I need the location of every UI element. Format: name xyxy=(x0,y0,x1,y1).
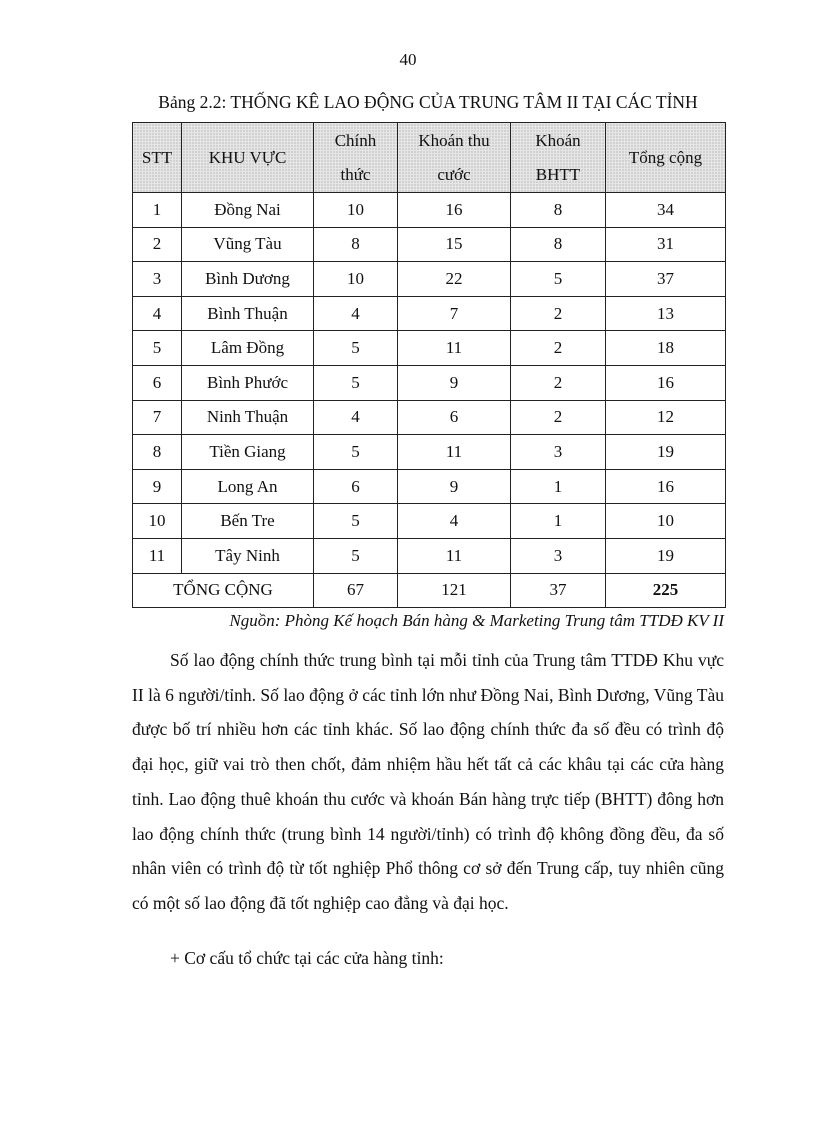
cell-total: 18 xyxy=(606,331,726,366)
table-caption: Bảng 2.2: THỐNG KÊ LAO ĐỘNG CỦA TRUNG TÂM II TẠI CÁC TỈNH xyxy=(158,92,698,112)
cell-contract-sales: 3 xyxy=(511,538,606,573)
cell-contract-sales: 8 xyxy=(511,193,606,228)
cell-total: 31 xyxy=(606,227,726,262)
labor-statistics-table xyxy=(132,122,726,608)
header-contract-sales-line2: BHTT xyxy=(535,164,581,184)
cell-total: 16 xyxy=(606,469,726,504)
cell-contract-sales: 3 xyxy=(511,435,606,470)
table-header-row xyxy=(133,123,726,193)
cell-total: 16 xyxy=(606,365,726,400)
cell-region: Bình Thuận xyxy=(182,296,314,331)
cell-stt: 10 xyxy=(133,504,182,539)
cell-region: Tây Ninh xyxy=(182,538,314,573)
cell-total: 13 xyxy=(606,296,726,331)
table-source-note: Nguồn: Phòng Kế hoạch Bán hàng & Marketing Trung tâm TTDĐ KV II xyxy=(229,611,724,630)
cell-contract-sales: 1 xyxy=(511,504,606,539)
cell-contract-fee: 11 xyxy=(398,538,511,573)
table-row xyxy=(133,227,726,262)
header-official xyxy=(314,123,398,193)
header-official-line1: Chính xyxy=(334,130,377,150)
cell-stt: 8 xyxy=(133,435,182,470)
cell-contract-fee: 22 xyxy=(398,262,511,297)
header-contract-fee-line2: cước xyxy=(437,164,471,184)
cell-total: 34 xyxy=(606,193,726,228)
cell-contract-sales: 2 xyxy=(511,331,606,366)
cell-stt: 6 xyxy=(133,365,182,400)
table-row xyxy=(133,262,726,297)
cell-official: 5 xyxy=(314,365,398,400)
cell-stt: 7 xyxy=(133,400,182,435)
table-row xyxy=(133,296,726,331)
header-contract-sales xyxy=(511,123,606,193)
cell-official: 4 xyxy=(314,296,398,331)
cell-official: 5 xyxy=(314,331,398,366)
table-row xyxy=(133,193,726,228)
table-row xyxy=(133,538,726,573)
cell-region: Bến Tre xyxy=(182,504,314,539)
cell-official: 4 xyxy=(314,400,398,435)
body-paragraph: Số lao động chính thức trung bình tại mỗi tỉnh của Trung tâm TTDĐ Khu vực II là 6 người/tỉnh. Số lao động ở các tỉnh lớn như Đồng Nai, Bình Dương, Vũng Tàu được bố trí nhiều hơn các tỉnh khác. Số lao động chính thức đa số đều có trình độ đại học, giữ vai trò then chốt, đảm nhiệm hầu hết tất cả các khâu tại các cửa hàng tỉnh. Lao động thuê khoán thu cước và khoán Bán hàng trực tiếp (BHTT) đông hơn lao động chính thức (trung bình 14 người/tỉnh) có trình độ không đồng đều, đa số nhân viên có trình độ từ tốt nghiệp Phổ thông cơ sở đến Trung cấp, tuy nhiên cũng có một số lao động đã tốt nghiệp cao đẳng và đại học. xyxy=(132,650,724,913)
cell-official: 5 xyxy=(314,504,398,539)
cell-contract-fee: 4 xyxy=(398,504,511,539)
cell-stt: 1 xyxy=(133,193,182,228)
cell-contract-fee: 9 xyxy=(398,469,511,504)
cell-official: 10 xyxy=(314,193,398,228)
header-contract-sales-line1: Khoán xyxy=(535,130,581,150)
cell-official: 10 xyxy=(314,262,398,297)
cell-total: 19 xyxy=(606,538,726,573)
table-row xyxy=(133,365,726,400)
cell-region: Bình Phước xyxy=(182,365,314,400)
cell-region: Bình Dương xyxy=(182,262,314,297)
cell-region: Vũng Tàu xyxy=(182,227,314,262)
table-row xyxy=(133,469,726,504)
cell-contract-fee: 11 xyxy=(398,331,511,366)
cell-contract-sales: 1 xyxy=(511,469,606,504)
table-row xyxy=(133,435,726,470)
cell-contract-sales: 8 xyxy=(511,227,606,262)
cell-contract-fee: 7 xyxy=(398,296,511,331)
header-contract-fee xyxy=(398,123,511,193)
table-row xyxy=(133,331,726,366)
header-region: KHU VỰC xyxy=(182,123,314,193)
cell-contract-fee: 16 xyxy=(398,193,511,228)
cell-official: 5 xyxy=(314,538,398,573)
total-contract-sales: 37 xyxy=(511,573,606,608)
total-contract-fee: 121 xyxy=(398,573,511,608)
cell-contract-fee: 15 xyxy=(398,227,511,262)
cell-contract-fee: 6 xyxy=(398,400,511,435)
cell-official: 5 xyxy=(314,435,398,470)
cell-region: Ninh Thuận xyxy=(182,400,314,435)
cell-stt: 4 xyxy=(133,296,182,331)
total-label: TỔNG CỘNG xyxy=(133,573,314,608)
table-row xyxy=(133,400,726,435)
cell-contract-sales: 2 xyxy=(511,365,606,400)
table-row xyxy=(133,504,726,539)
total-official: 67 xyxy=(314,573,398,608)
cell-contract-fee: 9 xyxy=(398,365,511,400)
cell-total: 12 xyxy=(606,400,726,435)
grand-total: 225 xyxy=(606,573,726,608)
cell-region: Lâm Đồng xyxy=(182,331,314,366)
cell-stt: 11 xyxy=(133,538,182,573)
page-number: 40 xyxy=(399,50,417,69)
cell-total: 10 xyxy=(606,504,726,539)
cell-region: Tiền Giang xyxy=(182,435,314,470)
cell-contract-sales: 2 xyxy=(511,296,606,331)
cell-contract-sales: 5 xyxy=(511,262,606,297)
cell-stt: 2 xyxy=(133,227,182,262)
cell-stt: 3 xyxy=(133,262,182,297)
cell-contract-fee: 11 xyxy=(398,435,511,470)
header-contract-fee-line1: Khoán thu xyxy=(418,130,490,150)
cell-region: Long An xyxy=(182,469,314,504)
cell-contract-sales: 2 xyxy=(511,400,606,435)
cell-region: Đồng Nai xyxy=(182,193,314,228)
table-total-row xyxy=(133,573,726,608)
cell-stt: 5 xyxy=(133,331,182,366)
header-total: Tổng cộng xyxy=(606,123,726,193)
header-official-line2: thức xyxy=(340,164,371,184)
cell-stt: 9 xyxy=(133,469,182,504)
cell-official: 6 xyxy=(314,469,398,504)
header-stt: STT xyxy=(133,123,182,193)
cell-total: 19 xyxy=(606,435,726,470)
cell-official: 8 xyxy=(314,227,398,262)
subheading: + Cơ cấu tổ chức tại các cửa hàng tỉnh: xyxy=(170,948,444,968)
cell-total: 37 xyxy=(606,262,726,297)
